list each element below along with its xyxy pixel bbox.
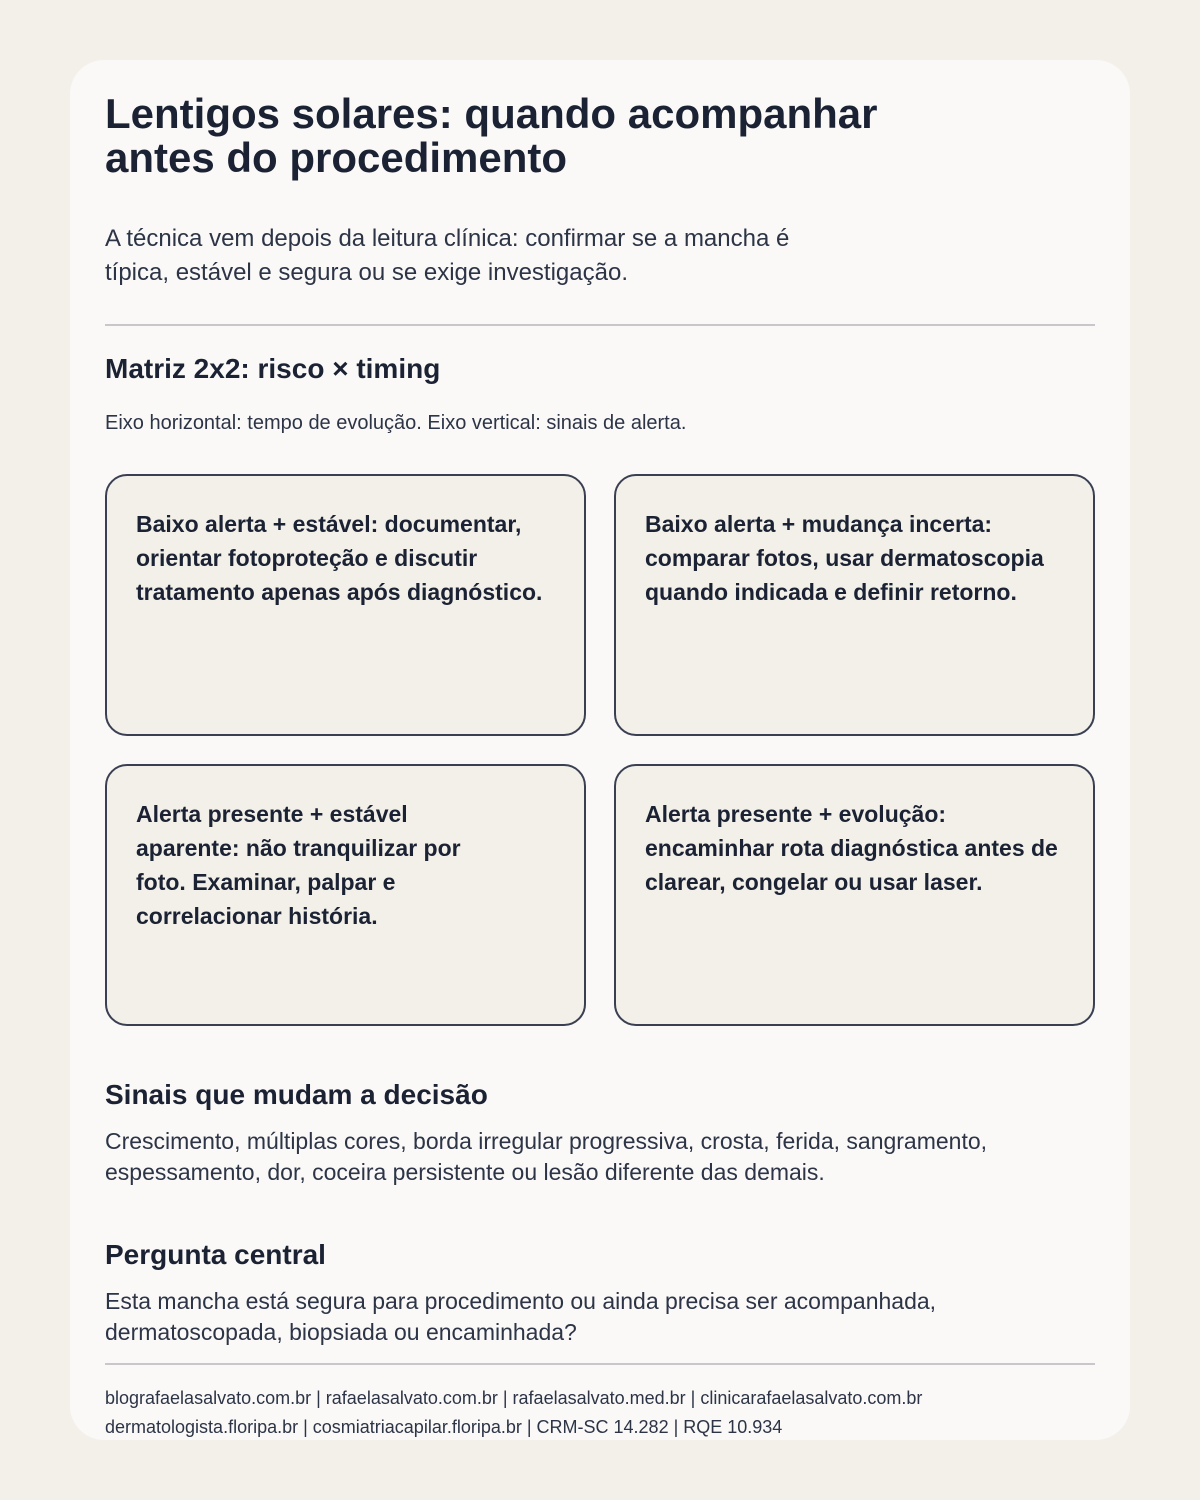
quadrant-text: Baixo alerta + mudança incerta: comparar fotos, usar dermatoscopia quando indicada e definir retorno. — [645, 511, 1044, 605]
footer-credentials: dermatologista.floripa.br | cosmiatriacapilar.floripa.br | CRM-SC 14.282 | RQE 10.934 — [105, 1417, 783, 1437]
question-text: Esta mancha está segura para procedimento ou ainda precisa ser acompanhada, dermatoscopada, biopsiada ou encaminhada? — [105, 1288, 937, 1345]
divider — [105, 324, 1095, 326]
signals-heading: Sinais que mudam a decisão — [105, 1079, 488, 1110]
quadrant-alert-stable — [105, 764, 586, 1026]
footer-divider — [105, 1363, 1095, 1365]
footer-links: blografaelasalvato.com.br | rafaelasalvato.com.br | rafaelasalvato.med.br | clinicarafaelasalvato.com.br — [105, 1388, 923, 1408]
quadrant-text: Baixo alerta + estável: documentar, orientar fotoproteção e discutir tratamento apenas após diagnóstico. — [136, 511, 543, 605]
quadrant-text: Alerta presente + estável aparente: não tranquilizar por foto. Examinar, palpar e correlacionar história. — [136, 801, 461, 929]
quadrant-alert-evolution — [614, 764, 1095, 1026]
question-heading: Pergunta central — [105, 1239, 326, 1270]
quadrant-low-alert-stable — [105, 474, 586, 736]
quadrant-low-alert-uncertain-change — [614, 474, 1095, 736]
content-card — [70, 60, 1130, 1440]
intro-text: A técnica vem depois da leitura clínica: confirmar se a mancha é típica, estável e segura ou se exige investigação. — [105, 225, 790, 286]
matrix-subtitle: Eixo horizontal: tempo de evolução. Eixo vertical: sinais de alerta. — [105, 412, 687, 434]
quadrant-text: Alerta presente + evolução: encaminhar rota diagnóstica antes de clarear, congelar ou usar laser. — [645, 801, 1058, 895]
signals-text: Crescimento, múltiplas cores, borda irregular progressiva, crosta, ferida, sangramento, espessamento, dor, coceira persistente ou lesão diferente das demais. — [105, 1128, 988, 1185]
matrix-heading: Matriz 2x2: risco × timing — [105, 353, 441, 384]
page-title: Lentigos solares: quando acompanhar antes do procedimento — [105, 90, 878, 181]
footer — [105, 1384, 1095, 1442]
